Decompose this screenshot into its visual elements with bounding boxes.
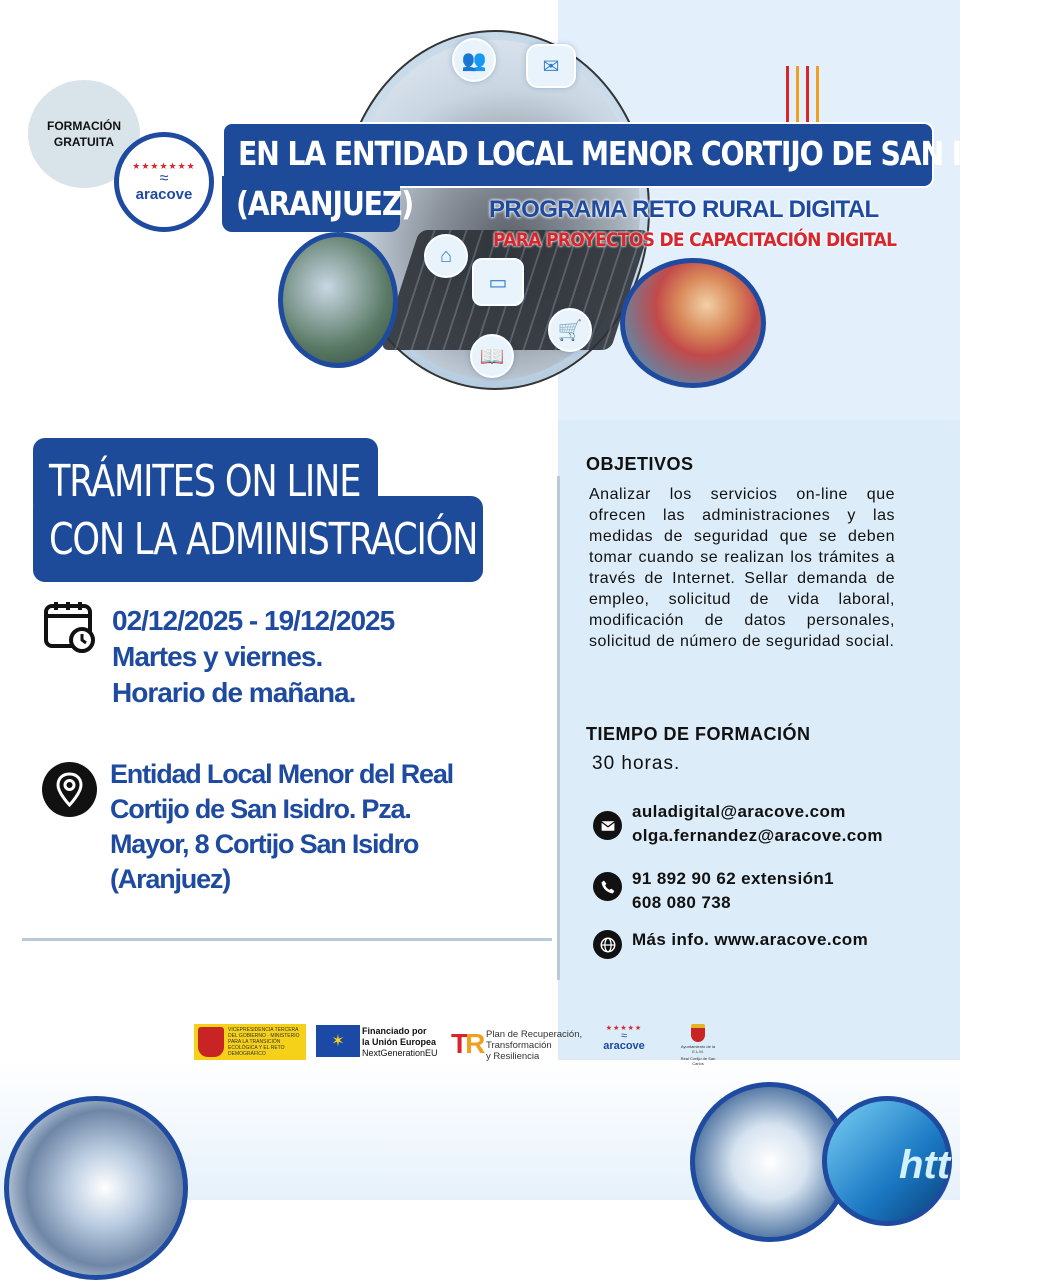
town-crest-icon	[691, 1024, 705, 1042]
http-photo-circle	[822, 1096, 952, 1226]
eu-line3: NextGenerationEU	[362, 1048, 438, 1058]
objectives-title: OBJETIVOS	[586, 454, 694, 474]
eu-line2: la Unión Europea	[362, 1037, 437, 1047]
header-title-line1: EN LA ENTIDAD LOCAL MENOR CORTIJO DE SAN ISIDRO	[238, 134, 1056, 173]
vertical-divider	[557, 476, 560, 980]
schedule-days: Martes y viernes.	[112, 641, 323, 672]
classroom-photo-circle	[278, 232, 398, 368]
ayto-line2: Real Cortijo de San Carlos	[680, 1056, 716, 1066]
program-title: PROGRAMA RETO RURAL DIGITAL	[489, 196, 879, 223]
book-icon: 📖	[470, 334, 514, 378]
location-pin-icon	[42, 762, 97, 817]
recovery-plan-text	[486, 1029, 582, 1062]
shopping-cart-icon: 🛒	[548, 308, 592, 352]
course-title-line2: CON LA ADMINISTRACIÓN	[49, 514, 478, 565]
training-time-value: 30 horas.	[592, 753, 681, 774]
header-title-banner-2	[222, 176, 414, 232]
ayto-line1: Ayuntamiento de la E.L.M.	[680, 1044, 716, 1054]
email-link-1[interactable]: auladigital@aracove.com	[632, 802, 846, 821]
calendar-clock-icon	[44, 600, 96, 652]
recovery-plan-mark: TR	[451, 1028, 483, 1059]
student-photo-circle	[620, 258, 766, 388]
town-council-logo	[676, 1024, 720, 1064]
program-subtitle: PARA PROYECTOS DE CAPACITACIÓN DIGITAL	[493, 229, 897, 251]
eu-line1: Financiado por	[362, 1026, 427, 1036]
badge-line1: FORMACIÓN	[47, 119, 121, 133]
aracove-logo	[114, 132, 214, 232]
training-time-title: TIEMPO DE FORMACIÓN	[586, 724, 811, 744]
small-waves-icon: ≈	[620, 1030, 628, 1042]
decorative-stripes	[786, 66, 822, 124]
location-block	[110, 757, 453, 897]
website-link[interactable]: Más info. www.aracove.com	[632, 930, 869, 949]
location-line2: Cortijo de San Isidro. Pza.	[110, 794, 411, 824]
tr-line1: Plan de Recuperación,	[486, 1029, 583, 1040]
spain-shield-icon	[198, 1027, 224, 1057]
tr-line3: y Resiliencia	[486, 1051, 540, 1062]
waves-icon: ≈	[159, 170, 169, 187]
course-title-box	[33, 438, 483, 582]
logo-name: aracove	[135, 186, 193, 203]
badge-line2: GRATUITA	[53, 135, 115, 149]
header-title-line2: (ARANJUEZ)	[236, 184, 414, 223]
http-text: htt	[899, 1143, 951, 1187]
globe-icon	[593, 930, 622, 959]
globe-photo-circle	[4, 1096, 188, 1280]
course-title-line1: TRÁMITES ON LINE	[49, 456, 361, 507]
gob-logo-text: VICEPRESIDENCIA TERCERA DEL GOBIERNO · MINISTERIO PARA LA TRANSICIÓN ECOLÓGICA Y EL RETO DEMOGRÁFICO	[228, 1027, 300, 1057]
schedule-dates: 02/12/2025 - 19/12/2025	[112, 605, 395, 636]
schedule-block	[112, 603, 394, 711]
small-logo-stars: ★★★★★	[605, 1025, 643, 1032]
phone-icon	[593, 872, 622, 901]
tr-line2: Transformación	[486, 1040, 552, 1051]
location-line3: Mayor, 8 Cortijo San Isidro	[110, 829, 419, 859]
eu-flag-icon: ✶	[316, 1025, 360, 1057]
phone-contacts	[632, 867, 834, 915]
home-icon: ⌂	[424, 234, 468, 278]
schedule-time: Horario de mañana.	[112, 677, 356, 708]
aracove-logo-small	[600, 1024, 648, 1064]
location-line1: Entidad Local Menor del Real	[110, 759, 453, 789]
email-icon	[593, 811, 622, 840]
phone-link-1[interactable]: 91 892 90 62 extensión1	[632, 869, 834, 888]
horizontal-divider	[22, 938, 552, 941]
mail-icon: ✉	[526, 44, 576, 88]
users-icon: 👥	[452, 38, 496, 82]
email-contacts	[632, 800, 883, 848]
eu-funding-text	[362, 1026, 438, 1059]
phone-link-2[interactable]: 608 080 738	[632, 893, 731, 912]
credit-card-icon: ▭	[472, 258, 524, 306]
small-logo-name: aracove	[603, 1040, 645, 1052]
location-line4: (Aranjuez)	[110, 864, 231, 894]
spain-government-logo	[194, 1024, 306, 1060]
email-link-2[interactable]: olga.fernandez@aracove.com	[632, 826, 883, 845]
logo-stars: ★★★★★★★	[132, 161, 196, 171]
objectives-text: Analizar los servicios on-line que ofrecen las administraciones y las medidas de seguridad que se deben tomar cuando se realizan los trámites a través de Internet. Sellar demanda de empleo, solicitud de vida laboral, modificación de datos personales, solicitud de número de seguridad social.	[589, 486, 895, 650]
